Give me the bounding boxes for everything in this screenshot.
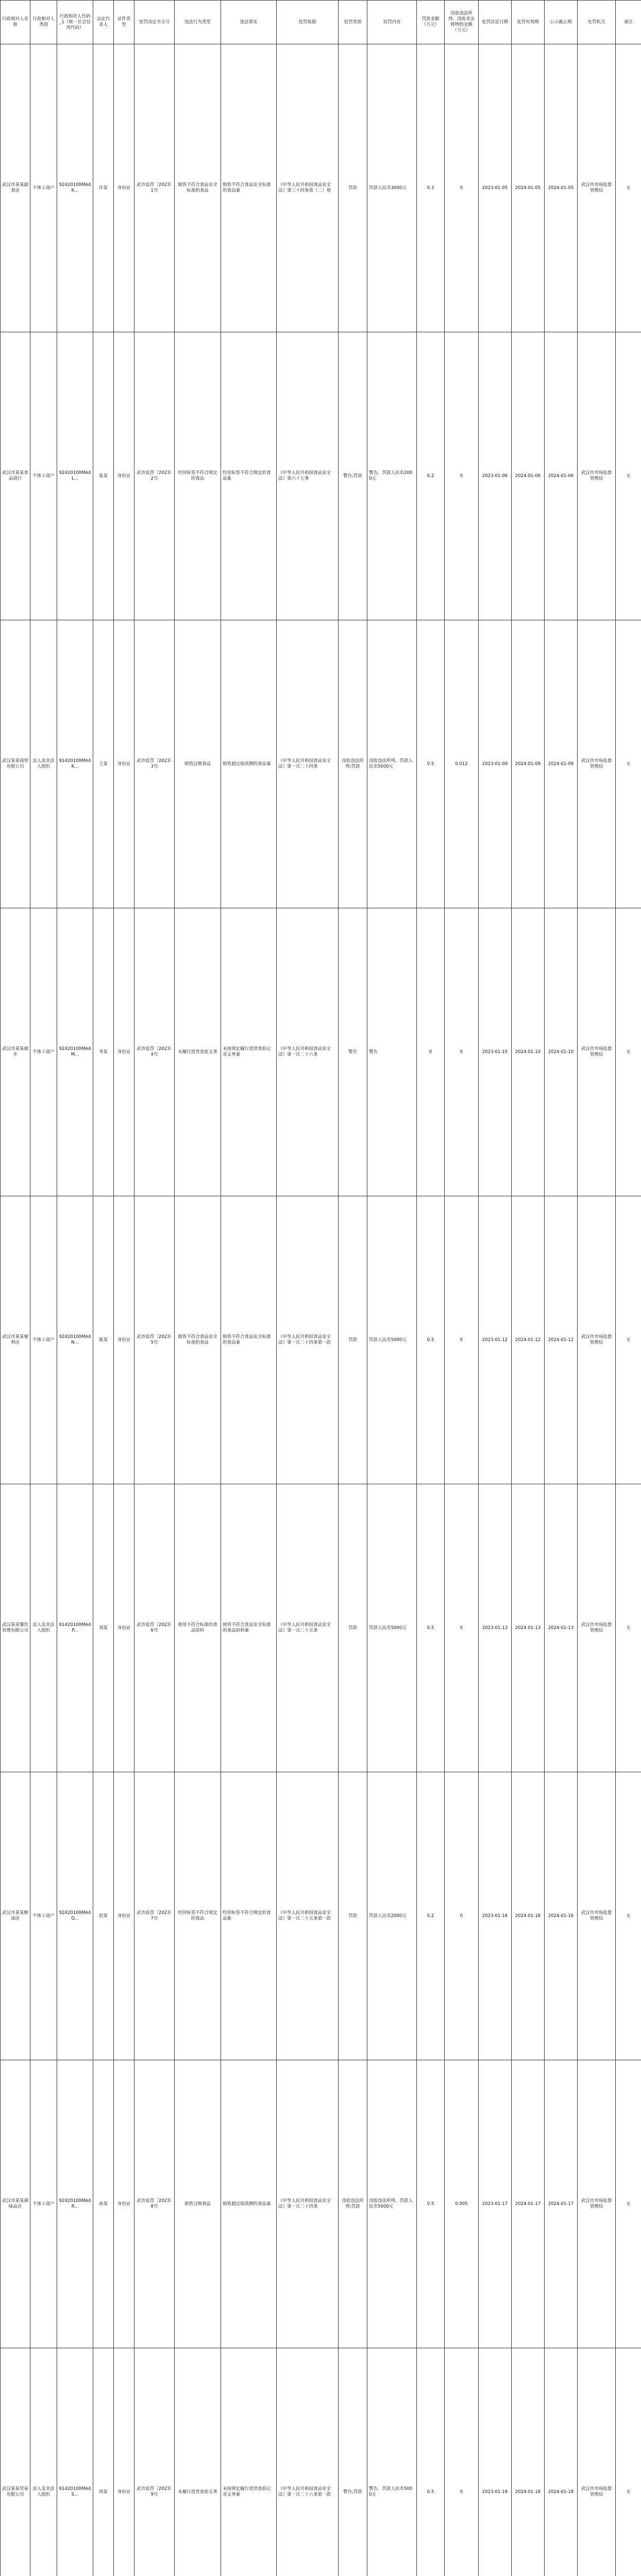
cell-type: 法人及非法人组织 [30,2348,57,2576]
cell-content: 没收违法所得，罚款人民币5000元 [367,620,417,908]
column-header: 公示截止期 [545,1,578,44]
cell-org: 武汉市市场监督管理局 [578,1484,616,1772]
cell-fact: 销售不符合食品安全标准的食品案 [221,44,277,332]
cell-date: 2023-01-13 [479,1484,512,1772]
cell-date: 2023-01-09 [479,620,512,908]
cell-basis: 《中华人民共和国食品安全法》第一百二十四条第一款 [277,1196,339,1484]
cell-doc: 武市监罚〔2023〕5号 [134,1196,175,1484]
cell-rep: 许某 [93,44,114,332]
cell-content: 罚款人民币3000元 [367,44,417,332]
cell-type: 个体工商户 [30,332,57,620]
cell-vtype: 经营标签不符合规定的食品 [175,332,221,620]
cell-until: 2024-01-10 [545,908,578,1196]
cell-cat: 警告;罚款 [339,332,367,620]
cell-until: 2024-01-17 [545,2060,578,2348]
cell-rep: 李某 [93,908,114,1196]
cell-fine: 0.3 [417,44,445,332]
cell-note: 无 [616,1772,641,2060]
cell-fact: 未按规定履行进货查验记录义务案 [221,2348,277,2576]
cell-valid: 2024-01-16 [512,1772,545,2060]
cell-note: 无 [616,44,641,332]
column-header: 处罚有效期 [512,1,545,44]
column-header: 处罚类别 [339,1,367,44]
cell-code: 92420100MA4R... [57,2060,93,2348]
cell-doc: 武市监罚〔2023〕3号 [134,620,175,908]
cell-conf: 0 [445,2348,479,2576]
cell-type: 个体工商户 [30,908,57,1196]
cell-id: 身份证 [114,332,134,620]
cell-valid: 2024-01-06 [512,332,545,620]
cell-org: 武汉市市场监督管理局 [578,620,616,908]
cell-content: 罚款人民币5000元 [367,1196,417,1484]
cell-fact: 销售超过保质期的食品案 [221,620,277,908]
cell-code: 92420100MA4L... [57,332,93,620]
cell-cat: 没收违法所得;罚款 [339,620,367,908]
cell-note: 无 [616,2060,641,2348]
cell-org: 武汉市市场监督管理局 [578,1772,616,2060]
column-header: 法定代表人 [93,1,114,44]
column-header: 罚款金额（万元） [417,1,445,44]
cell-id: 身份证 [114,2348,134,2576]
cell-org: 武汉市市场监督管理局 [578,908,616,1196]
cell-type: 个体工商户 [30,1772,57,2060]
cell-valid: 2024-01-13 [512,1484,545,1772]
cell-type: 个体工商户 [30,2060,57,2348]
column-header: 行政相对人代码_1（统一社会信用代码） [57,1,93,44]
table-row [1,2348,641,2576]
cell-basis: 《中华人民共和国食品安全法》第三十四条第（二）项 [277,44,339,332]
cell-conf: 0 [445,1772,479,2060]
cell-fact: 未按规定履行进货查验记录义务案 [221,908,277,1196]
table-row [1,1196,641,1484]
column-header: 处罚内容 [367,1,417,44]
cell-cat: 罚款 [339,1484,367,1772]
cell-fact: 销售超过保质期的食品案 [221,2060,277,2348]
cell-name: 武汉市某某便利店 [1,1196,30,1484]
cell-conf: 0.005 [445,2060,479,2348]
cell-note: 无 [616,908,641,1196]
cell-date: 2023-01-06 [479,332,512,620]
cell-code: 91420100MA4S... [57,2348,93,2576]
cell-fine: 0.5 [417,2060,445,2348]
cell-conf: 0.012 [445,620,479,908]
cell-until: 2024-01-12 [545,1196,578,1484]
table-row [1,908,641,1196]
cell-rep: 刘某 [93,1484,114,1772]
cell-fact: 经营标签不符合规定的食品案 [221,332,277,620]
cell-cat: 罚款 [339,1196,367,1484]
cell-date: 2023-01-17 [479,2060,512,2348]
cell-name: 武汉市某某超市 [1,908,30,1196]
cell-basis: 《中华人民共和国食品安全法》第一百二十四条 [277,2060,339,2348]
cell-cat: 警告;罚款 [339,2348,367,2576]
cell-rep: 孙某 [93,2060,114,2348]
column-header: 证件类型 [114,1,134,44]
cell-id: 身份证 [114,1484,134,1772]
cell-name: 武汉市某某副食店 [1,44,30,332]
column-header: 行政相对人名称 [1,1,30,44]
cell-id: 身份证 [114,908,134,1196]
cell-valid: 2024-01-09 [512,620,545,908]
cell-vtype: 销售不符合食品安全标准的食品 [175,44,221,332]
cell-code: 92420100MA4M... [57,908,93,1196]
cell-doc: 武市监罚〔2023〕9号 [134,2348,175,2576]
cell-name: 武汉市某某粮油店 [1,1772,30,2060]
column-header: 处罚决定书文号 [134,1,175,44]
column-header: 备注 [616,1,641,44]
cell-rep: 赵某 [93,1772,114,2060]
cell-vtype: 使用不符合标准的食品原料 [175,1484,221,1772]
cell-conf: 0 [445,1484,479,1772]
cell-type: 个体工商户 [30,44,57,332]
cell-id: 身份证 [114,2060,134,2348]
cell-until: 2024-01-18 [545,2348,578,2576]
table-row [1,1484,641,1772]
cell-org: 武汉市市场监督管理局 [578,332,616,620]
cell-id: 身份证 [114,620,134,908]
cell-basis: 《中华人民共和国食品安全法》第一百二十四条 [277,620,339,908]
column-header: 违法事实 [221,1,277,44]
cell-fact: 销售不符合食品安全标准的食品案 [221,1196,277,1484]
cell-conf: 0 [445,1196,479,1484]
cell-until: 2024-01-05 [545,44,578,332]
cell-conf: 0 [445,44,479,332]
cell-id: 身份证 [114,1772,134,2060]
cell-name: 武汉市某某调味品店 [1,2060,30,2348]
table-row [1,44,641,332]
cell-org: 武汉市市场监督管理局 [578,44,616,332]
column-header: 没收违法所得、没收非法财物的金额（万元） [445,1,479,44]
cell-fact: 使用不符合食品安全标准的食品原料案 [221,1484,277,1772]
cell-fine: 0.5 [417,1484,445,1772]
cell-basis: 《中华人民共和国食品安全法》第一百二十六条第一款 [277,2348,339,2576]
cell-fine: 0.5 [417,620,445,908]
cell-cat: 警告 [339,908,367,1196]
cell-content: 警告，罚款人民币5000元 [367,2348,417,2576]
cell-content: 罚款人民币2000元 [367,1772,417,2060]
cell-note: 无 [616,332,641,620]
cell-until: 2024-01-09 [545,620,578,908]
cell-doc: 武市监罚〔2023〕4号 [134,908,175,1196]
cell-type: 个体工商户 [30,1196,57,1484]
cell-type: 法人及非法人组织 [30,1484,57,1772]
cell-note: 无 [616,2348,641,2576]
cell-content: 警告 [367,908,417,1196]
cell-cat: 没收违法所得;罚款 [339,2060,367,2348]
column-header: 处罚决定日期 [479,1,512,44]
table-row [1,620,641,908]
cell-id: 身份证 [114,44,134,332]
column-header: 违法行为类型 [175,1,221,44]
cell-valid: 2024-01-10 [512,908,545,1196]
cell-fine: 0 [417,908,445,1196]
cell-valid: 2024-01-12 [512,1196,545,1484]
cell-vtype: 销售过期食品 [175,620,221,908]
cell-org: 武汉市市场监督管理局 [578,1196,616,1484]
cell-until: 2024-01-06 [545,332,578,620]
cell-fine: 0.2 [417,332,445,620]
cell-code: 91420100MA4P... [57,1484,93,1772]
cell-note: 无 [616,620,641,908]
cell-basis: 《中华人民共和国食品安全法》第六十七条 [277,332,339,620]
cell-code: 92420100MA4Q... [57,1772,93,2060]
cell-basis: 《中华人民共和国食品安全法》第一百二十六条 [277,908,339,1196]
cell-cat: 罚款 [339,44,367,332]
cell-valid: 2024-01-17 [512,2060,545,2348]
cell-date: 2023-01-16 [479,1772,512,2060]
cell-type: 法人及非法人组织 [30,620,57,908]
cell-vtype: 未履行进货查验义务 [175,908,221,1196]
cell-conf: 0 [445,332,479,620]
cell-code: 92420100MA4K... [57,44,93,332]
cell-vtype: 未履行进货查验义务 [175,2348,221,2576]
cell-doc: 武市监罚〔2023〕1号 [134,44,175,332]
table-row [1,1772,641,2060]
cell-valid: 2024-01-05 [512,44,545,332]
column-header: 行政相对人类别 [30,1,57,44]
cell-name: 武汉某某商贸有限公司 [1,620,30,908]
cell-id: 身份证 [114,1196,134,1484]
cell-doc: 武市监罚〔2023〕2号 [134,332,175,620]
cell-org: 武汉市市场监督管理局 [578,2348,616,2576]
cell-date: 2023-01-10 [479,908,512,1196]
cell-doc: 武市监罚〔2023〕7号 [134,1772,175,2060]
cell-basis: 《中华人民共和国食品安全法》第一百二十五条 [277,1484,339,1772]
cell-name: 武汉某某贸易有限公司 [1,2348,30,2576]
cell-doc: 武市监罚〔2023〕8号 [134,2060,175,2348]
cell-basis: 《中华人民共和国食品安全法》第一百二十五条第一款 [277,1772,339,2060]
cell-vtype: 销售过期食品 [175,2060,221,2348]
cell-name: 武汉市某某食品商行 [1,332,30,620]
cell-rep: 王某 [93,620,114,908]
cell-vtype: 经营标签不符合规定的食品 [175,1772,221,2060]
cell-until: 2024-01-16 [545,1772,578,2060]
cell-fine: 0.5 [417,1196,445,1484]
cell-content: 没收违法所得，罚款人民币5000元 [367,2060,417,2348]
cell-vtype: 销售不符合食品安全标准的食品 [175,1196,221,1484]
header-row [1,1,641,44]
cell-name: 武汉某某餐饮管理有限公司 [1,1484,30,1772]
cell-cat: 罚款 [339,1772,367,2060]
cell-code: 91420100MA4K... [57,620,93,908]
cell-conf: 0 [445,908,479,1196]
cell-code: 92420100MA4N... [57,1196,93,1484]
cell-rep: 张某 [93,332,114,620]
cell-fact: 经营标签不符合规定的食品案 [221,1772,277,2060]
cell-note: 无 [616,1196,641,1484]
cell-date: 2023-01-12 [479,1196,512,1484]
cell-org: 武汉市市场监督管理局 [578,2060,616,2348]
cell-fine: 0.5 [417,2348,445,2576]
cell-fine: 0.2 [417,1772,445,2060]
column-header: 处罚依据 [277,1,339,44]
cell-date: 2023-01-05 [479,44,512,332]
cell-rep: 周某 [93,2348,114,2576]
table-row [1,2060,641,2348]
cell-until: 2024-01-13 [545,1484,578,1772]
cell-rep: 陈某 [93,1196,114,1484]
cell-content: 警告，罚款人民币2000元 [367,332,417,620]
table-body [1,44,641,2576]
cell-note: 无 [616,1484,641,1772]
cell-date: 2023-01-18 [479,2348,512,2576]
cell-content: 罚款人民币5000元 [367,1484,417,1772]
cell-valid: 2024-01-18 [512,2348,545,2576]
cell-doc: 武市监罚〔2023〕6号 [134,1484,175,1772]
table-row [1,332,641,620]
column-header: 处罚机关 [578,1,616,44]
